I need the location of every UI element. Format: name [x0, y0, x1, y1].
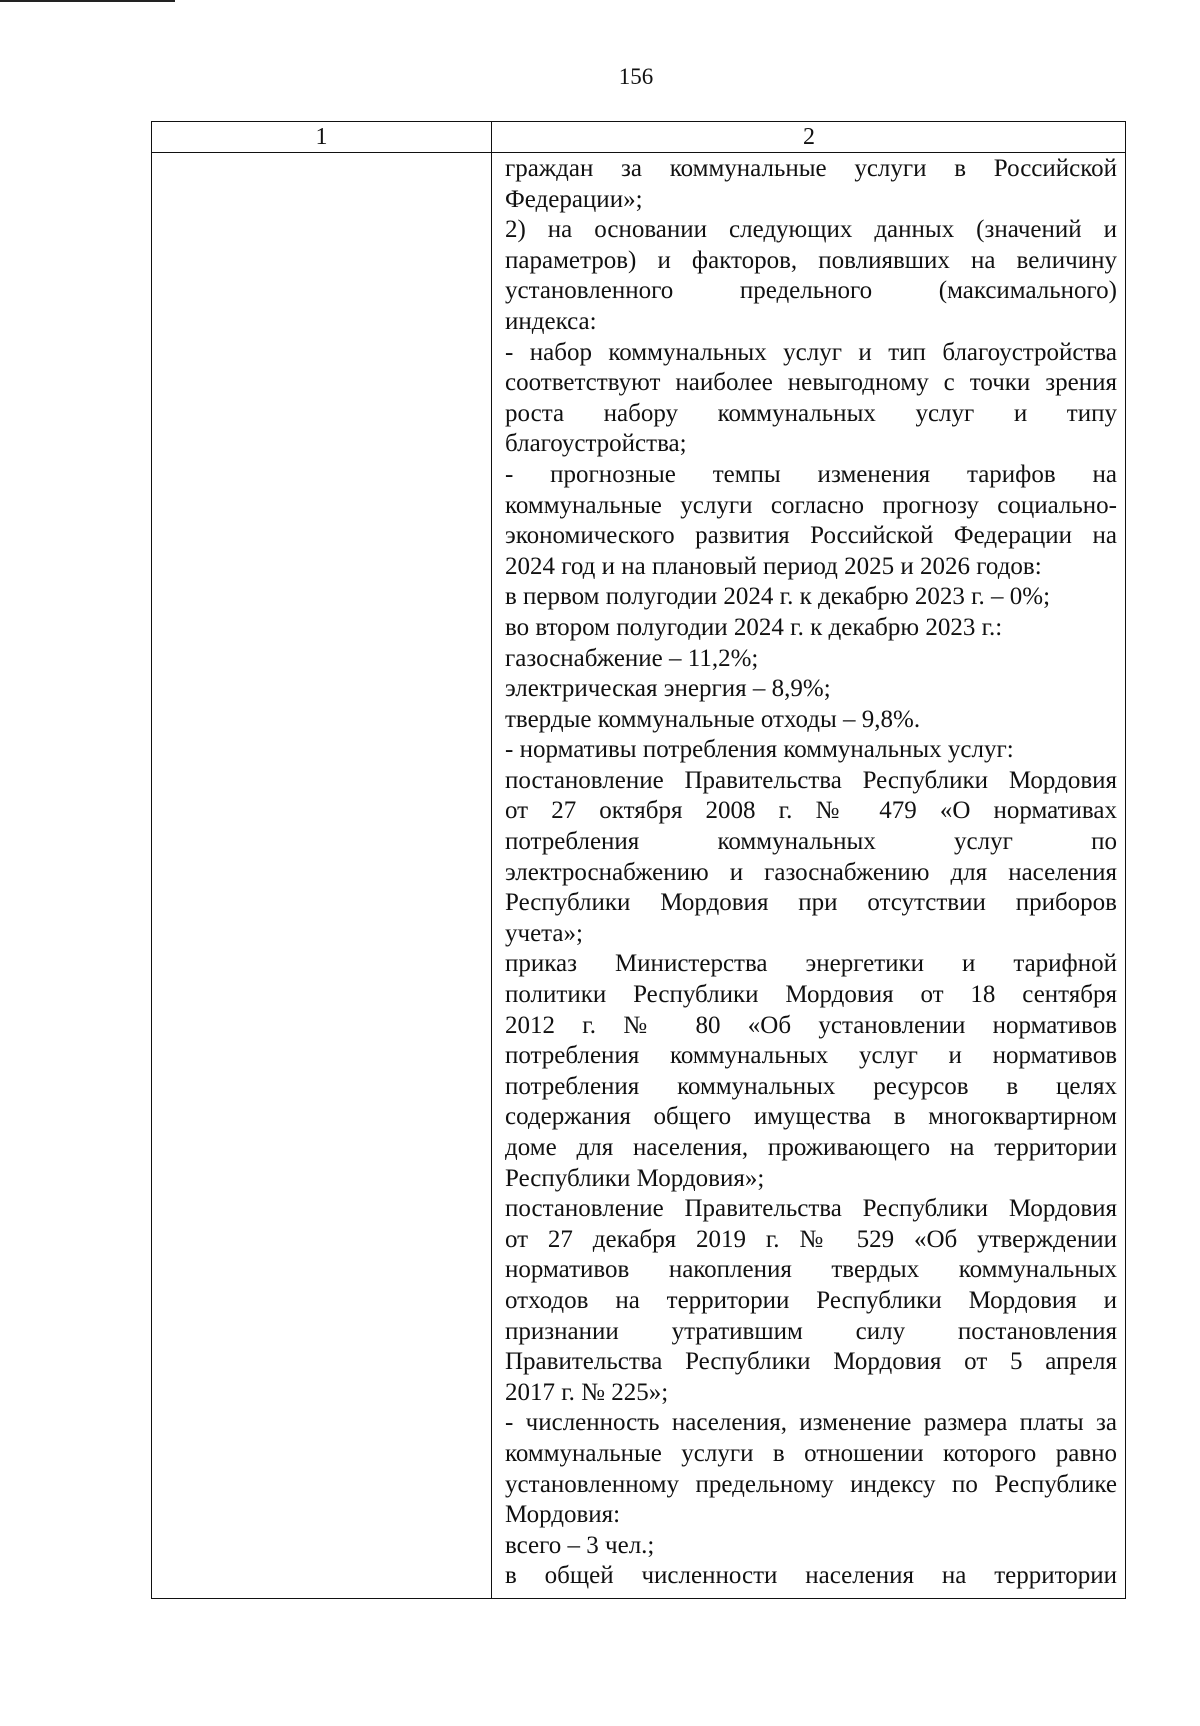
- text-line: потребления коммунальных ресурсов в целях: [505, 1072, 1117, 1100]
- text-line: соответствуют наиболее невыгодному с точки зрения: [505, 369, 1117, 397]
- text-line: роста набору коммунальных услуг и типу: [505, 399, 1117, 427]
- text-line: 2) на основании следующих данных (значений и: [505, 216, 1117, 244]
- text-line: - набор коммунальных услуг и тип благоустройства: [505, 338, 1117, 366]
- text-line: твердые коммунальные отходы – 9,8%.: [505, 705, 921, 733]
- scan-edge-line: [0, 0, 175, 2]
- table-header-row: [152, 122, 1125, 153]
- text-line: благоустройства;: [505, 430, 687, 458]
- column-divider: [491, 122, 492, 1598]
- text-line: - прогнозные темпы изменения тарифов на: [505, 460, 1117, 488]
- text-line: параметров) и факторов, повлиявших на величину: [505, 246, 1117, 274]
- text-line: коммунальные услуги в отношении которого равно: [505, 1439, 1117, 1467]
- text-line: постановление Правительства Республики Мордовия: [505, 766, 1117, 794]
- text-line: электроснабжению и газоснабжению для населения: [505, 858, 1117, 886]
- text-line: содержания общего имущества в многоквартирном: [505, 1103, 1117, 1131]
- text-line: потребления коммунальных услуг по: [505, 828, 1117, 856]
- text-line: Республики Мордовия»;: [505, 1164, 765, 1192]
- text-line: граждан за коммунальные услуги в Российской: [505, 155, 1117, 182]
- text-line: Правительства Республики Мордовия от 5 апреля: [505, 1348, 1117, 1376]
- text-line: потребления коммунальных услуг и нормативов: [505, 1042, 1117, 1070]
- column-2-header: 2: [803, 124, 815, 150]
- text-line: газоснабжение – 11,2%;: [505, 644, 759, 672]
- document-table: [151, 121, 1126, 1599]
- text-line: отходов на территории Республики Мордовия и: [505, 1286, 1117, 1314]
- text-line: 2024 год и на плановый период 2025 и 2026 годов:: [505, 552, 1042, 580]
- text-line: Мордовия:: [505, 1501, 621, 1529]
- text-line: Республики Мордовия при отсутствии приборов: [505, 889, 1117, 917]
- column-2-text: [505, 154, 1117, 1592]
- text-line: во втором полугодии 2024 г. к декабрю 2023 г.:: [505, 613, 1003, 641]
- text-line: коммунальные услуги согласно прогнозу социально-: [505, 491, 1117, 519]
- text-line: - нормативы потребления коммунальных услуг:: [505, 736, 1014, 764]
- text-line: нормативов накопления твердых коммунальных: [505, 1256, 1117, 1284]
- text-line: от 27 октября 2008 г. № 479 «О нормативах: [505, 797, 1117, 825]
- column-1-header: 1: [315, 124, 328, 150]
- text-line: индекса:: [505, 307, 597, 335]
- text-line: Федерации»;: [505, 185, 643, 213]
- page-number: 156: [618, 64, 654, 89]
- text-line: учета»;: [505, 919, 583, 947]
- text-line: всего – 3 чел.;: [505, 1531, 655, 1559]
- text-line: установленного предельного (максимального): [505, 277, 1117, 305]
- text-line: 2012 г. № 80 «Об установлении нормативов: [505, 1011, 1117, 1039]
- text-line: электрическая энергия – 8,9%;: [505, 675, 831, 703]
- text-line: - численность населения, изменение размера платы за: [505, 1409, 1117, 1437]
- text-line: 2017 г. № 225»;: [505, 1378, 669, 1406]
- text-line: в общей численности населения на территории: [505, 1562, 1117, 1590]
- text-line: приказ Министерства энергетики и тарифной: [505, 950, 1117, 978]
- text-line: постановление Правительства Республики Мордовия: [505, 1195, 1117, 1223]
- text-line: доме для населения, проживающего на территории: [505, 1134, 1117, 1161]
- text-line: установленному предельному индексу по Республике: [505, 1470, 1117, 1498]
- text-line: от 27 декабря 2019 г. № 529 «Об утверждении: [505, 1225, 1117, 1253]
- text-line: в первом полугодии 2024 г. к декабрю 2023 г. – 0%;: [505, 583, 1051, 611]
- text-line: экономического развития Российской Федерации на: [505, 522, 1117, 550]
- text-line: политики Республики Мордовия от 18 сентября: [505, 981, 1117, 1009]
- text-line: признании утратившим силу постановления: [505, 1317, 1117, 1345]
